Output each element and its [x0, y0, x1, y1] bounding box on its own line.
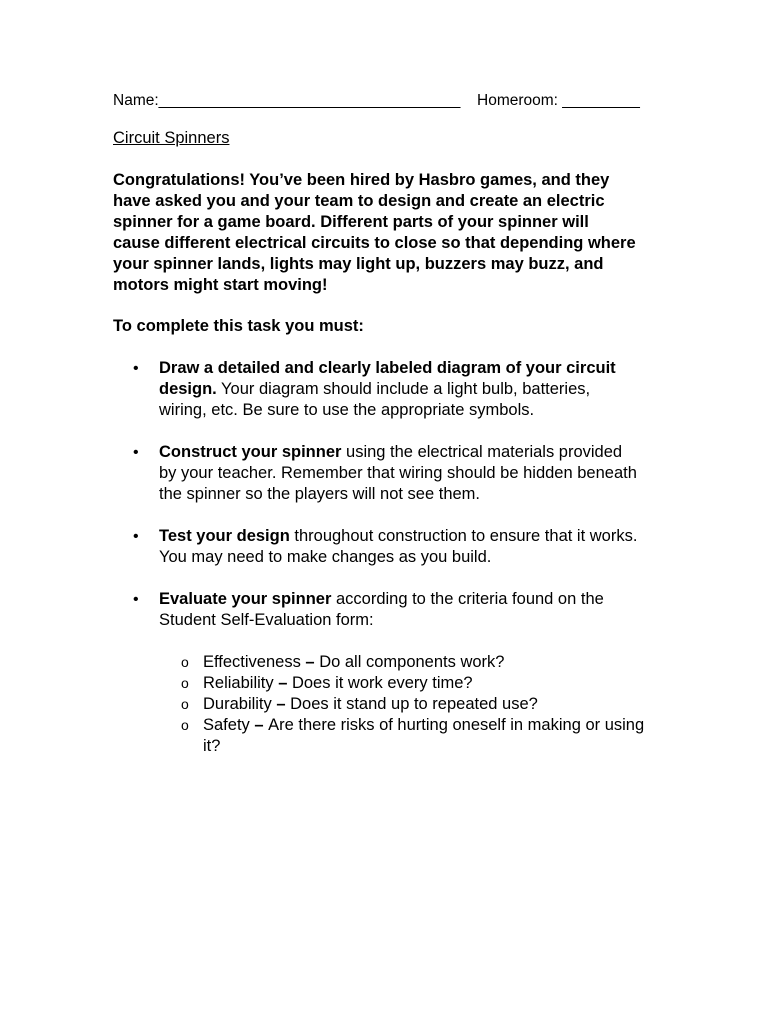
task-bold-text: Test your design — [159, 527, 290, 545]
task-text: throughout construction to ensure that it works. — [289, 527, 638, 545]
criteria-dash: – — [271, 695, 291, 713]
task-item-diagram — [113, 358, 683, 421]
criteria-name: Effectiveness — [203, 653, 301, 671]
task-bold-text: Evaluate your spinner — [159, 590, 332, 608]
intro-line: motors might start moving! — [113, 276, 328, 294]
task-text: wiring, etc. Be sure to use the appropriate symbols. — [159, 401, 535, 419]
criteria-dash: – — [273, 674, 292, 692]
task-text: the spinner so the players will not see them. — [159, 485, 481, 503]
circle-bullet-icon: o — [181, 675, 189, 691]
criteria-line — [203, 715, 683, 736]
criteria-dash: – — [249, 716, 269, 734]
task-item-evaluate — [113, 589, 683, 757]
task-bold-text: Construct your spinner — [159, 443, 342, 461]
intro-line: Congratulations! You’ve been hired by Hasbro games, and they — [113, 171, 610, 189]
task-line — [159, 442, 683, 463]
criteria-question: Does it stand up to repeated use? — [290, 695, 538, 713]
task-heading: To complete this task you must: — [113, 317, 364, 335]
name-field-label: Name:___________________________________ — [113, 92, 461, 109]
criteria-item-effectiveness — [158, 652, 683, 673]
criteria-item-reliability — [158, 673, 683, 694]
criteria-question: it? — [203, 737, 221, 755]
task-text: You may need to make changes as you build. — [159, 548, 492, 566]
criteria-line — [203, 673, 683, 694]
intro-line: your spinner lands, lights may light up, buzzers may buzz, and — [113, 255, 604, 273]
circle-bullet-icon: o — [181, 696, 189, 712]
intro-paragraph — [113, 170, 673, 296]
criteria-dash: – — [300, 653, 320, 671]
task-bold-text: Draw a detailed and clearly labeled diagram of your circuit — [159, 359, 616, 377]
task-line — [159, 526, 683, 547]
task-text: Student Self-Evaluation form: — [159, 611, 374, 629]
task-text: by your teacher. Remember that wiring should be hidden beneath — [159, 464, 637, 482]
intro-line: have asked you and your team to design and create an electric — [113, 192, 605, 210]
criteria-line — [203, 652, 683, 673]
task-line — [159, 589, 683, 610]
task-text: according to the criteria found on the — [331, 590, 604, 608]
criteria-question: Does it work every time? — [291, 674, 473, 692]
task-text: using the electrical materials provided — [341, 443, 623, 461]
task-item-test — [113, 526, 683, 568]
task-item-construct — [113, 442, 683, 505]
task-list — [113, 358, 683, 757]
bullet-icon: • — [133, 360, 139, 377]
intro-line: cause different electrical circuits to close so that depending where — [113, 234, 636, 252]
circle-bullet-icon: o — [181, 717, 189, 733]
criteria-line — [203, 694, 683, 715]
criteria-name: Durability — [203, 695, 272, 713]
task-line — [159, 358, 683, 379]
task-text: Your diagram should include a light bulb, batteries, — [216, 380, 591, 398]
homeroom-field-label: Homeroom: _________ — [477, 92, 640, 109]
task-bold-text: design. — [159, 380, 217, 398]
bullet-icon: • — [133, 444, 139, 461]
criteria-name: Safety — [203, 716, 250, 734]
document-title: Circuit Spinners — [113, 129, 230, 147]
criteria-item-durability — [158, 694, 683, 715]
intro-line: spinner for a game board. Different parts of your spinner will — [113, 213, 589, 231]
criteria-list — [159, 652, 683, 757]
criteria-name: Reliability — [203, 674, 274, 692]
header-line — [113, 92, 640, 110]
task-line — [159, 379, 683, 400]
circle-bullet-icon: o — [181, 654, 189, 670]
criteria-question: Are there risks of hurting oneself in making or using — [268, 716, 645, 734]
bullet-icon: • — [133, 591, 139, 608]
bullet-icon: • — [133, 528, 139, 545]
criteria-item-safety — [158, 715, 683, 757]
criteria-question: Do all components work? — [319, 653, 505, 671]
